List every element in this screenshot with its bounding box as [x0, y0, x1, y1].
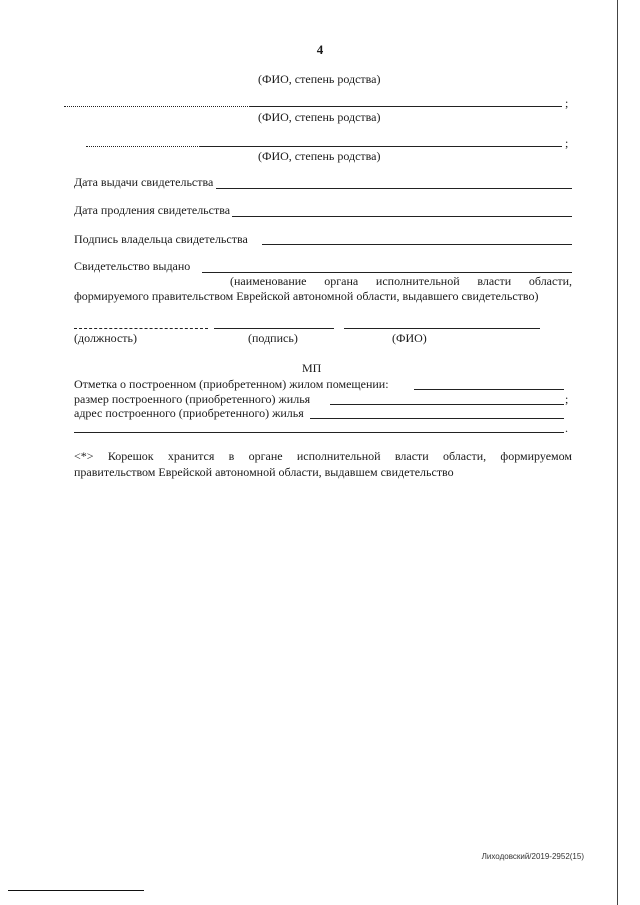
issued-by-label: Свидетельство выдано	[74, 259, 191, 273]
relative-caption: (ФИО, степень родства)	[258, 110, 381, 124]
relative-entry-line	[250, 106, 562, 107]
issued-by-caption-line1: (наименование органа исполнительной власти области,	[230, 274, 572, 288]
housing-size-label: размер построенного (приобретенного) жилья	[74, 392, 311, 406]
housing-mark-line	[414, 389, 564, 390]
housing-size-end-mark: ;	[565, 392, 569, 406]
position-label: (должность)	[74, 331, 137, 345]
housing-mark-label: Отметка о построенном (приобретенном) жилом помещении:	[74, 377, 389, 391]
relative-caption: (ФИО, степень родства)	[258, 149, 381, 163]
seal-label: МП	[302, 361, 322, 375]
document-stamp: Лиходовский/2019-2952(15)	[481, 852, 584, 861]
relative-caption: (ФИО, степень родства)	[258, 72, 381, 86]
name-line	[344, 328, 540, 329]
owner-signature-line	[262, 244, 572, 245]
footnote-line2: правительством Еврейской автономной области, выдавшем свидетельство	[74, 465, 454, 479]
housing-address-label: адрес построенного (приобретенного) жилья	[74, 406, 304, 420]
housing-address-end-mark: .	[565, 421, 568, 435]
page-number: 4	[316, 42, 324, 57]
footnote-line1: <*> Корешок хранится в органе исполнительной власти области, формируемом	[74, 449, 572, 463]
issued-by-caption-line2: формируемого правительством Еврейской автономной области, выдавшего свидетельство)	[74, 289, 539, 303]
relative-entry-end-mark: ;	[565, 136, 569, 150]
position-line	[74, 328, 208, 329]
extension-date-label: Дата продления свидетельства	[74, 203, 231, 217]
housing-address-line	[310, 418, 564, 419]
signature-label: (подпись)	[248, 331, 298, 345]
issued-by-line	[202, 272, 572, 273]
housing-address-line-2	[74, 432, 564, 433]
issue-date-label: Дата выдачи свидетельства	[74, 175, 214, 189]
page-edge-rule	[617, 0, 618, 905]
name-label: (ФИО)	[392, 331, 427, 345]
relative-entry-line	[200, 146, 562, 147]
extension-date-line	[232, 216, 572, 217]
issue-date-line	[216, 188, 572, 189]
bottom-rule	[8, 890, 144, 891]
housing-size-line	[330, 404, 564, 405]
signature-line	[214, 328, 334, 329]
owner-signature-label: Подпись владельца свидетельства	[74, 232, 248, 246]
relative-entry-end-mark: ;	[565, 96, 569, 110]
